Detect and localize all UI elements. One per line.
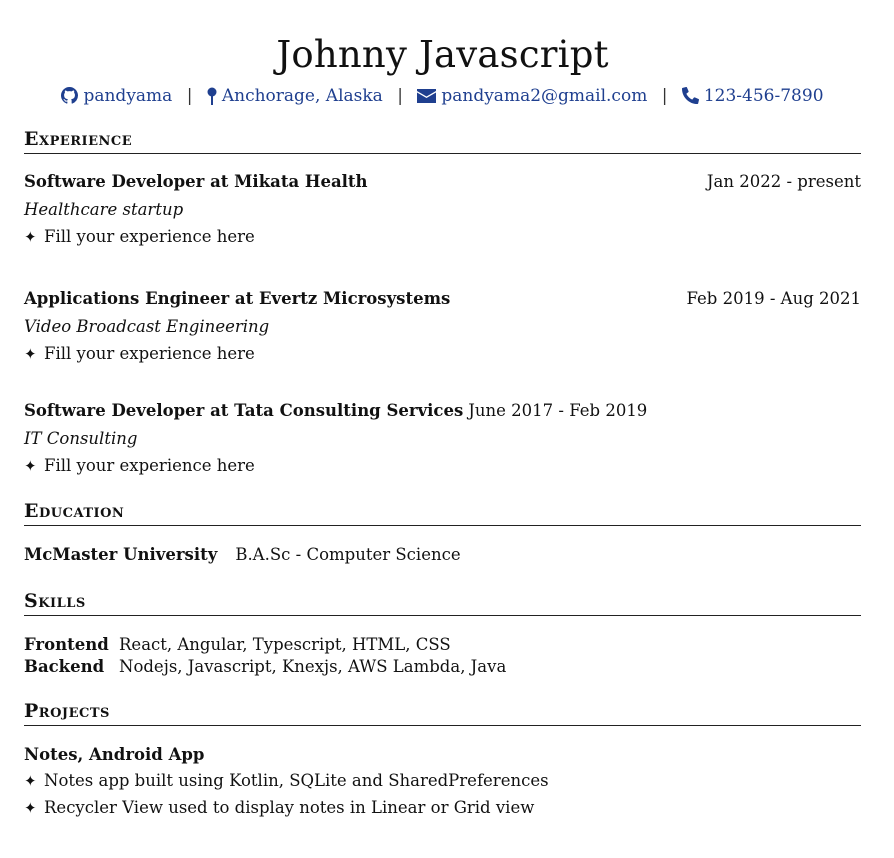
- skills-row: [24, 634, 861, 656]
- job-entry: [24, 288, 861, 365]
- skill-category: Backend: [24, 657, 105, 676]
- job-dates: Jan 2022 - present: [706, 172, 861, 191]
- phone-text: 123-456-7890: [703, 85, 824, 106]
- job-dates: Feb 2019 - Aug 2021: [686, 289, 861, 308]
- job-bullet-text: Fill your experience here: [44, 344, 255, 363]
- map-pin-icon: [207, 87, 217, 105]
- contact-bar: [24, 84, 861, 107]
- job-bullet-text: Fill your experience here: [44, 456, 255, 475]
- section-title-projects: Projects: [24, 699, 861, 726]
- email-text: pandyama2@gmail.com: [441, 85, 648, 106]
- school-name: McMaster University: [24, 545, 218, 564]
- job-bullet: [24, 226, 861, 248]
- bullet-star-icon: ✦: [24, 457, 37, 475]
- email-link[interactable]: [417, 85, 647, 107]
- location-item: [207, 85, 383, 107]
- job-title: Software Developer at Tata Consulting Services: [24, 401, 464, 420]
- bullet-star-icon: ✦: [24, 772, 37, 790]
- skill-items: Nodejs, Javascript, Knexjs, AWS Lambda, Java: [119, 657, 507, 676]
- job-subtitle: IT Consulting: [24, 429, 138, 448]
- experience-section: [24, 127, 861, 154]
- bullet-star-icon: ✦: [24, 228, 37, 246]
- github-username: pandyama: [83, 85, 173, 106]
- job-subtitle: Video Broadcast Engineering: [24, 317, 270, 336]
- phone-link[interactable]: [682, 85, 824, 107]
- project-bullet-text: Notes app built using Kotlin, SQLite and SharedPreferences: [44, 771, 549, 790]
- skill-items: React, Angular, Typescript, HTML, CSS: [119, 635, 451, 654]
- job-subtitle: Healthcare startup: [24, 200, 184, 219]
- github-icon: [61, 87, 78, 104]
- job-bullet: [24, 343, 861, 365]
- education-section: [24, 499, 861, 526]
- phone-icon: [682, 87, 699, 104]
- skill-category: Frontend: [24, 635, 109, 654]
- github-link[interactable]: [61, 85, 172, 107]
- section-title-experience: Experience: [24, 127, 861, 154]
- project-entry: [24, 744, 861, 819]
- projects-section: [24, 699, 861, 726]
- contact-separator: |: [186, 85, 193, 106]
- education-entry: [24, 544, 861, 566]
- job-entry: [24, 400, 861, 477]
- contact-separator: |: [661, 85, 668, 106]
- section-title-education: Education: [24, 499, 861, 526]
- job-bullet-text: Fill your experience here: [44, 227, 255, 246]
- envelope-icon: [417, 89, 436, 103]
- job-title: Applications Engineer at Evertz Microsystems: [24, 289, 451, 308]
- job-entry: [24, 171, 861, 248]
- location-text: Anchorage, Alaska: [221, 85, 383, 106]
- section-title-skills: Skills: [24, 589, 861, 616]
- project-bullet: [24, 770, 861, 792]
- skills-row: [24, 656, 861, 678]
- project-title: Notes, Android App: [24, 745, 205, 764]
- project-bullet-text: Recycler View used to display notes in Linear or Grid view: [44, 798, 535, 817]
- skills-section: [24, 589, 861, 616]
- project-bullet: [24, 797, 861, 819]
- skills-list: [24, 634, 861, 678]
- resume-name: Johnny Javascript: [276, 33, 609, 76]
- bullet-star-icon: ✦: [24, 799, 37, 817]
- bullet-star-icon: ✦: [24, 345, 37, 363]
- job-bullet: [24, 455, 861, 477]
- degree-name: B.A.Sc - Computer Science: [235, 545, 461, 564]
- contact-separator: |: [397, 85, 403, 106]
- job-title: Software Developer at Mikata Health: [24, 172, 368, 191]
- job-dates: June 2017 - Feb 2019: [468, 401, 648, 420]
